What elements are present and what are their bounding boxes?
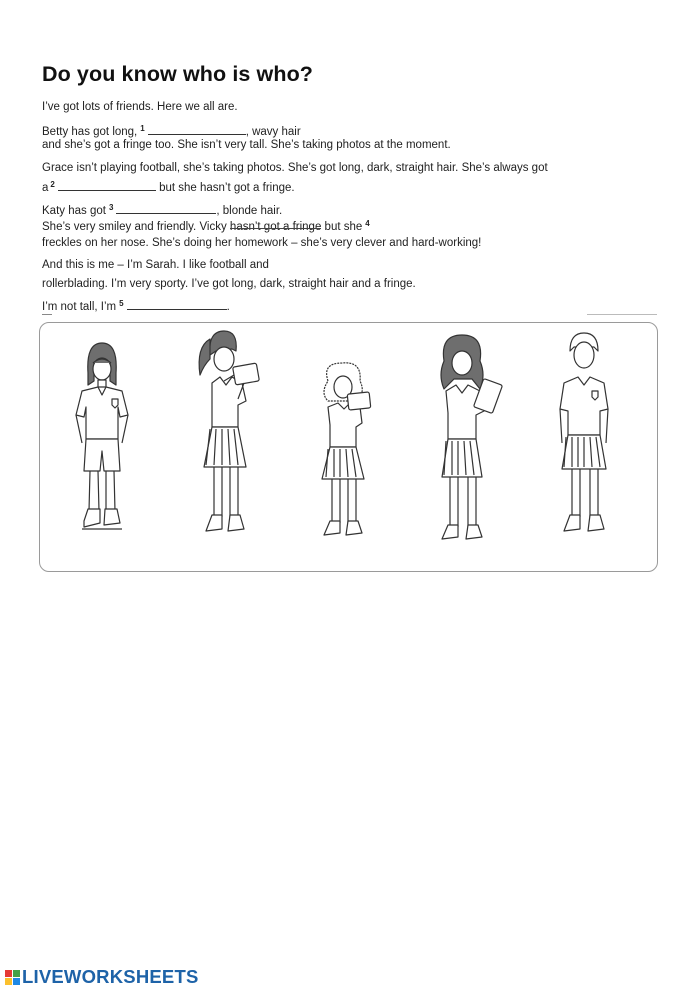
logo-text: LIVEWORKSHEETS <box>22 966 199 987</box>
worksheet-title: Do you know who is who? <box>42 62 314 86</box>
sarah-line-3 <box>42 298 230 313</box>
katy-text-b: , blonde hair. <box>216 205 283 217</box>
logo-squares-icon <box>5 970 20 985</box>
vicky-line-1 <box>42 221 373 233</box>
figure-4 <box>426 331 512 546</box>
betty-line-2 <box>42 139 451 151</box>
gap-number-1: 1 <box>140 124 145 133</box>
sarah-text-c: I’m not tall, I’m <box>42 301 117 313</box>
answer-blank-1[interactable] <box>148 123 246 135</box>
sarah-text-a: And this is me – I’m Sarah. I like football and <box>42 259 269 271</box>
gap-number-4: 4 <box>365 219 370 228</box>
gap-number-3: 3 <box>108 203 114 212</box>
figure-3 <box>308 359 388 547</box>
sarah-text-d: . <box>226 301 230 313</box>
figure-2 <box>186 325 266 547</box>
vicky-text-a: She’s very smiley and friendly. Vicky <box>42 221 227 233</box>
grace-line-1 <box>42 162 548 174</box>
figure-5 <box>544 327 624 542</box>
betty-text-b: , wavy hair <box>245 126 301 138</box>
answer-blank-3[interactable] <box>116 202 216 214</box>
grace-line-2 <box>42 179 295 194</box>
figure-1 <box>62 333 142 548</box>
grace-text-a: Grace isn’t playing football, she’s taking photos. She’s got long, dark, straight hair. She’s always got <box>42 162 548 174</box>
betty-line-1 <box>42 123 301 138</box>
picture-box <box>39 322 658 572</box>
katy-text-a: Katy has got <box>42 205 106 217</box>
katy-line <box>42 202 282 217</box>
answer-blank-5[interactable] <box>127 298 227 310</box>
gap-number-5: 5 <box>119 299 124 308</box>
gap-number-2: 2 <box>50 180 55 189</box>
vicky-line-2 <box>42 237 481 249</box>
grace-text-b: a <box>42 182 49 194</box>
intro-text: I’ve got lots of friends. Here we all are. <box>42 101 238 113</box>
decorative-line-left <box>42 314 52 315</box>
sarah-text-b: rollerblading. I’m very sporty. I’ve got long, dark, straight hair and a fringe. <box>42 278 416 290</box>
decorative-line-right <box>587 314 657 315</box>
grace-text-c: but she hasn’t got a fringe. <box>159 182 295 194</box>
vicky-struck-text: hasn’t got a fringe <box>229 221 322 233</box>
answer-blank-2[interactable] <box>58 179 156 191</box>
liveworksheets-logo <box>5 966 199 988</box>
vicky-text-b: but she <box>324 221 363 233</box>
betty-text-c: and she’s got a fringe too. She isn’t very tall. She’s taking photos at the moment. <box>42 139 451 151</box>
betty-text-a: Betty has got long, <box>42 126 138 138</box>
sarah-line-2 <box>42 278 416 290</box>
sarah-line-1 <box>42 259 269 271</box>
vicky-text-c: freckles on her nose. She’s doing her homework – she’s very clever and hard-working! <box>42 237 482 249</box>
intro-line <box>42 101 238 113</box>
